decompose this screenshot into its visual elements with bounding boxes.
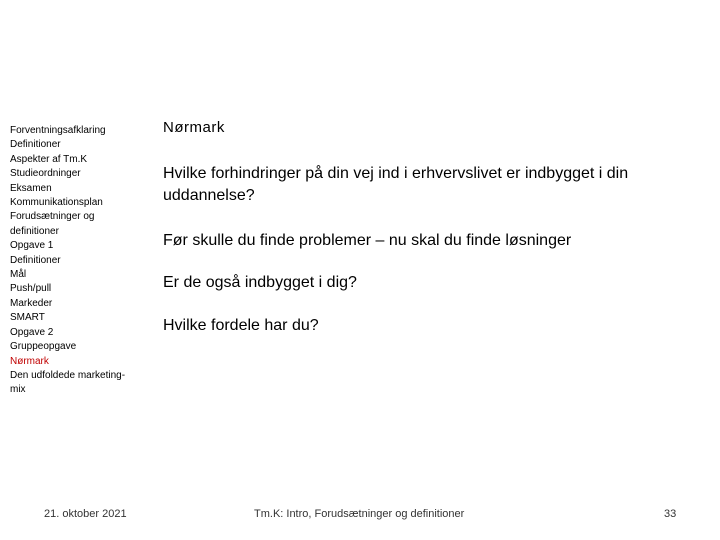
sidebar-item-eksamen[interactable]: Eksamen: [10, 182, 52, 194]
sidebar-item-gruppeopgave[interactable]: Gruppeopgave: [10, 341, 77, 353]
sidebar-item-studieordninger[interactable]: Studieordninger: [10, 168, 81, 180]
sidebar-item-markeder[interactable]: Markeder: [10, 297, 53, 309]
sidebar-item-forventningsafklaring[interactable]: Forventningsafklaring: [10, 125, 106, 136]
sidebar-item-forudsaetninger[interactable]: Forudsætninger og definitioner: [10, 211, 95, 237]
sidebar-item-marketing-mix[interactable]: Den udfoldede marketing-mix: [10, 369, 126, 396]
slide-point: Hvilke fordele har du?: [163, 317, 319, 334]
slide-point: Er de også indbygget i dig?: [163, 274, 357, 291]
sidebar-item-maal[interactable]: Mål: [10, 269, 27, 281]
slide-point: Hvilke forhindringer på din vej ind i erhvervslivet er indbygget i din uddannelse?: [163, 165, 629, 204]
sidebar-item-normark[interactable]: Nørmark: [10, 355, 49, 367]
sidebar-item-opgave-1[interactable]: Opgave 1: [10, 240, 54, 252]
sidebar-item-kommunikationsplan[interactable]: Kommunikationsplan: [10, 197, 103, 209]
footer-title: Tm.K: Intro, Forudsætninger og definitioner: [254, 508, 465, 520]
sidebar-item-definitioner[interactable]: Definitioner: [10, 139, 61, 151]
slide-point: Før skulle du finde problemer – nu skal du finde løsninger: [163, 232, 572, 249]
sidebar-item-push-pull[interactable]: Push/pull: [10, 283, 52, 295]
slide-title: Nørmark: [163, 119, 225, 136]
sidebar-item-definitioner-2[interactable]: Definitioner: [10, 254, 61, 266]
sidebar-item-aspekter[interactable]: Aspekter af Tm.K: [10, 153, 88, 165]
footer-date: 21. oktober 2021: [44, 508, 127, 520]
sidebar-item-smart[interactable]: SMART: [10, 312, 45, 324]
sidebar-item-opgave-2[interactable]: Opgave 2: [10, 326, 54, 338]
page-number: 33: [664, 508, 677, 520]
sidebar-nav: [10, 124, 130, 398]
